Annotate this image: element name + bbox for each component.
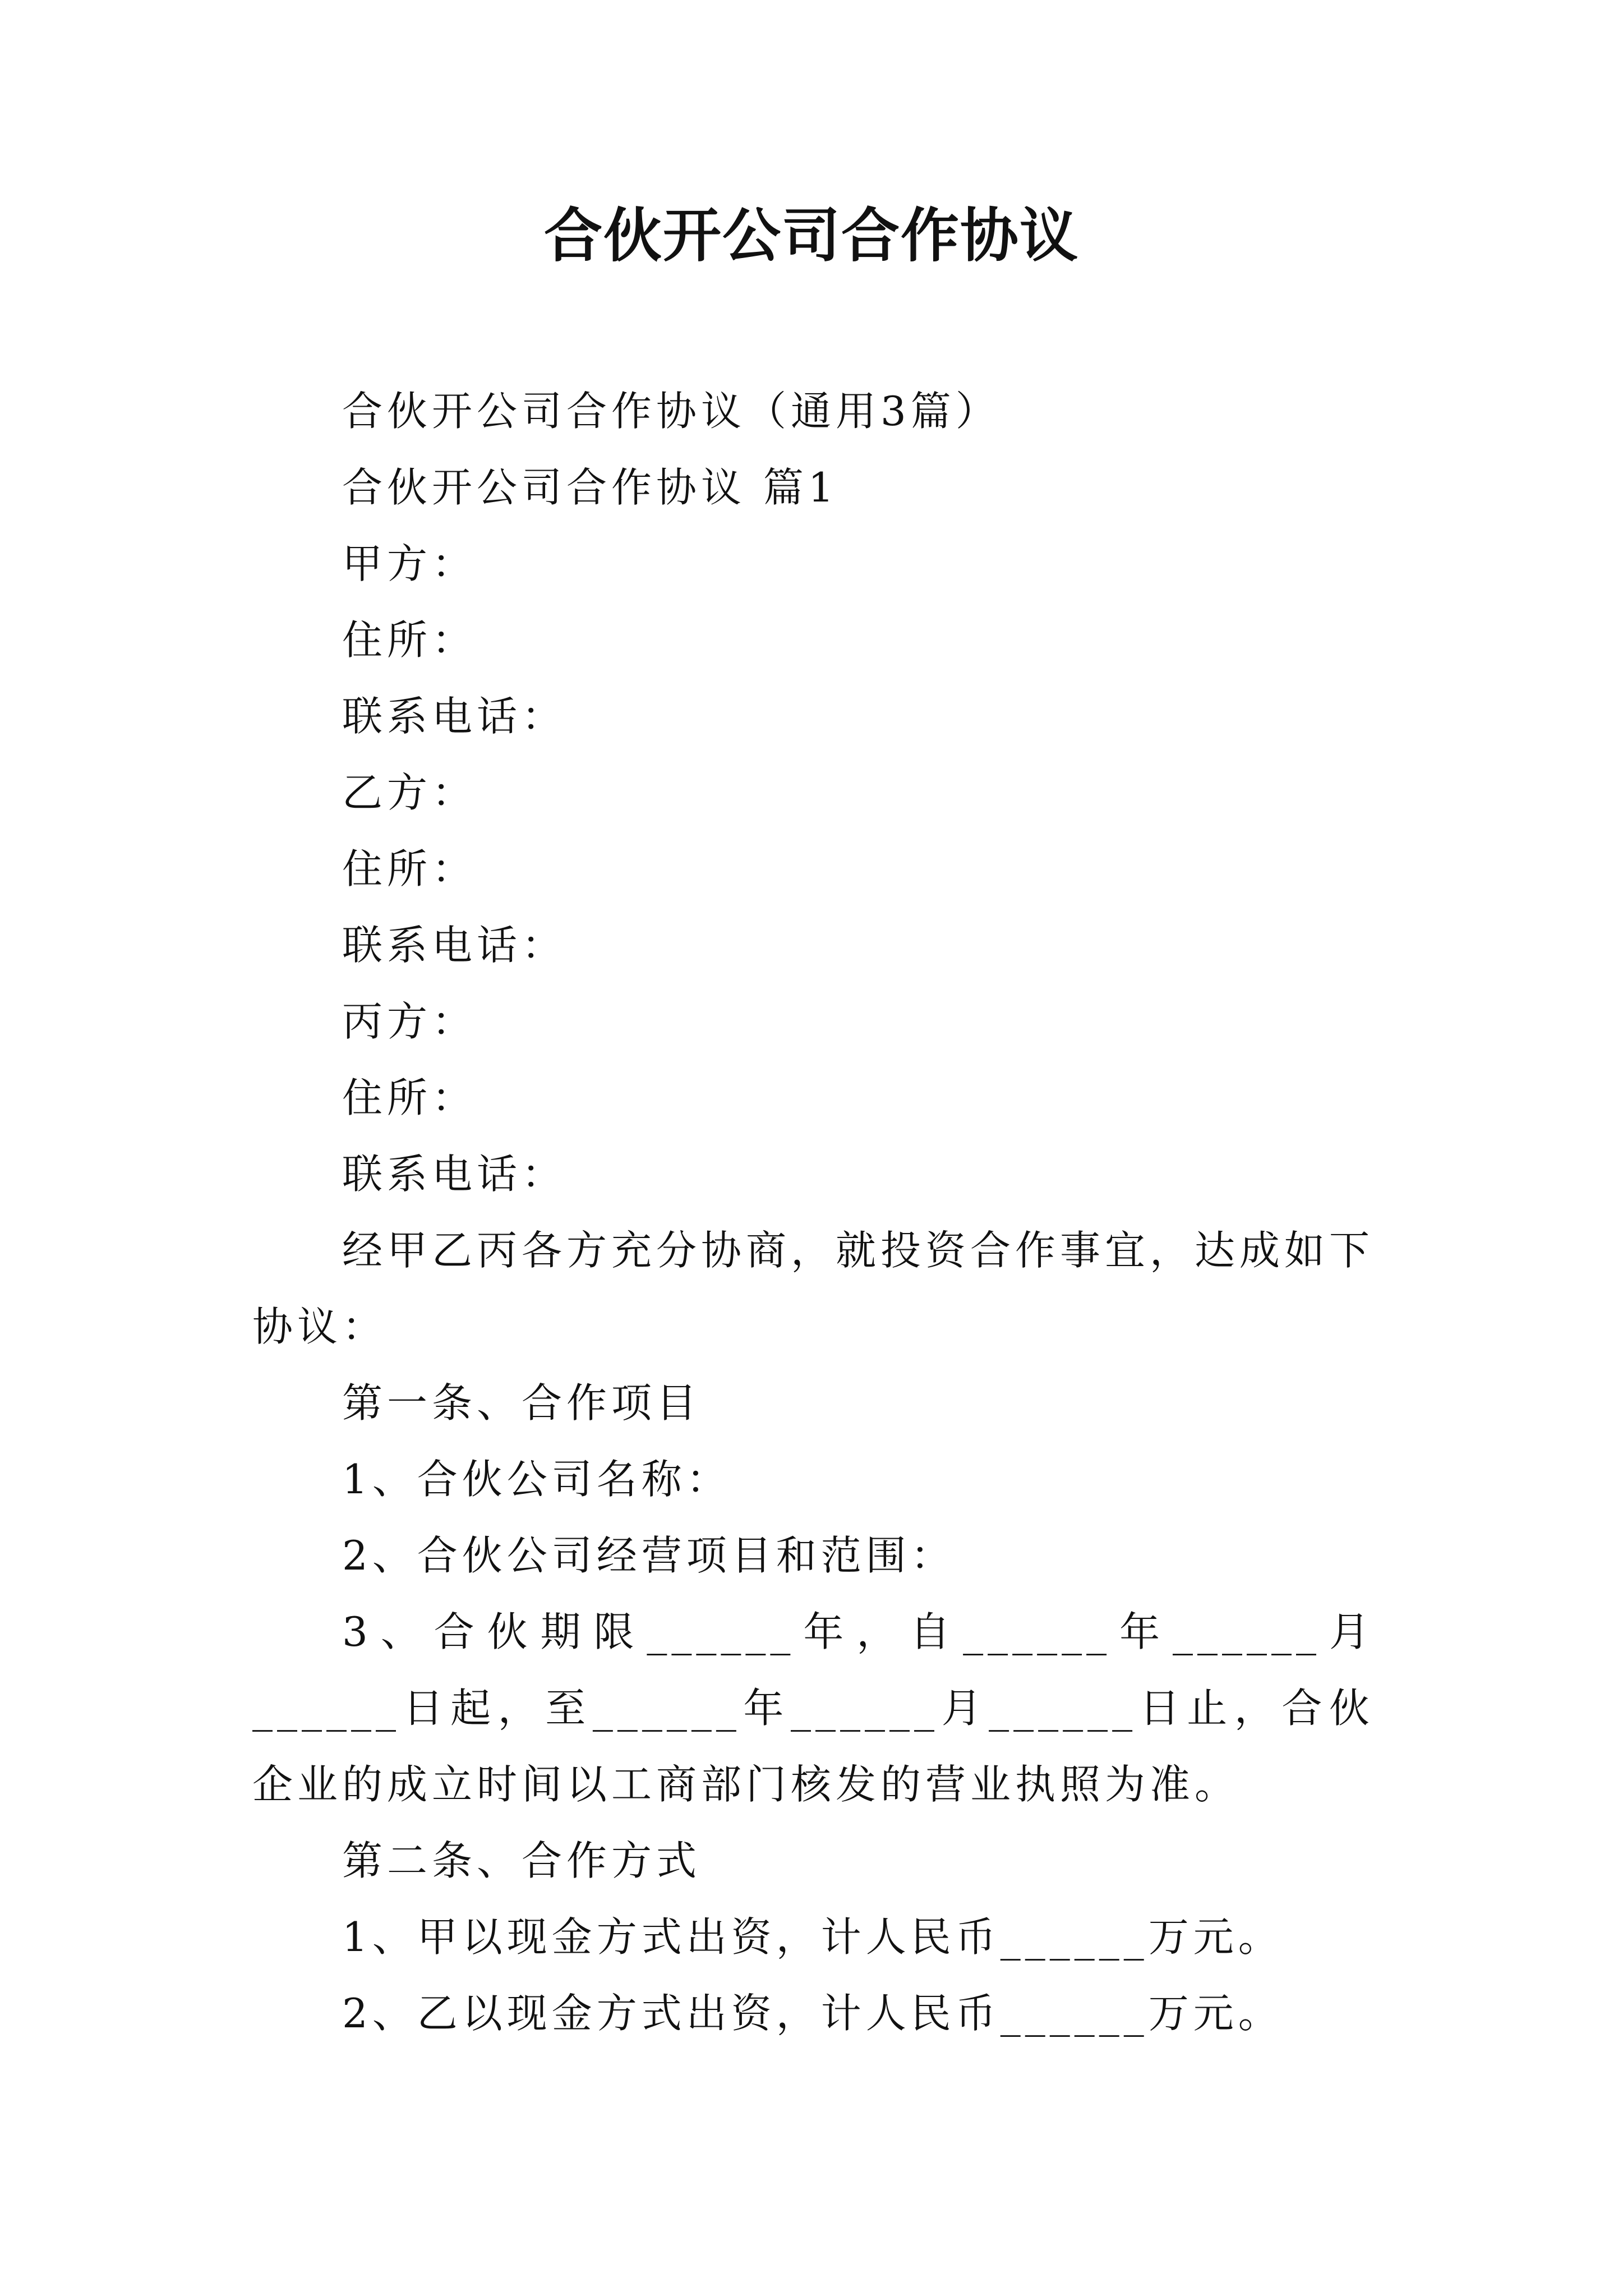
paragraph-party-a: 甲方： [342,540,477,587]
paragraph-party-b: 乙方： [342,769,477,816]
paragraph-party-a-address: 住所： [342,616,477,664]
paragraph-section-heading: 合伙开公司合作协议 篇1 [342,464,838,511]
paragraph-subtitle: 合伙开公司合作协议（通用3篇） [342,388,1000,435]
paragraph-article-1-item-1: 1、合伙公司名称： [342,1456,731,1503]
paragraph-party-c-phone: 联系电话： [342,1151,567,1198]
paragraph-article-1-item-3: 3、合伙期限______年，自______年______月______日起，至______年______月______日止，合伙企业的成立时间以工商部门核发的营业执照为准。 [252,1608,1374,1808]
paragraph-article-1-item-2: 2、合伙公司经营项目和范围： [342,1532,956,1579]
paragraph-party-a-phone: 联系电话： [342,693,567,740]
paragraph-party-c: 丙方： [342,998,477,1045]
paragraph-party-b-address: 住所： [342,845,477,892]
paragraph-preamble: 经甲乙丙各方充分协商，就投资合作事宜，达成如下协议： [252,1227,1375,1350]
document-title: 合伙开公司合作协议 [543,201,1079,270]
paragraph-article-2-item-1: 1、甲以现金方式出资，计人民币______万元。 [342,1913,1283,1961]
paragraph-party-c-address: 住所： [342,1074,477,1121]
document-body [252,373,1374,2051]
paragraph-party-b-phone: 联系电话： [342,922,567,969]
paragraph-article-2-item-2: 2、乙以现金方式出资，计人民币______万元。 [342,1990,1283,2037]
paragraph-article-1-heading: 第一条、合作项目 [342,1379,702,1427]
paragraph-article-2-heading: 第二条、合作方式 [342,1837,702,1884]
